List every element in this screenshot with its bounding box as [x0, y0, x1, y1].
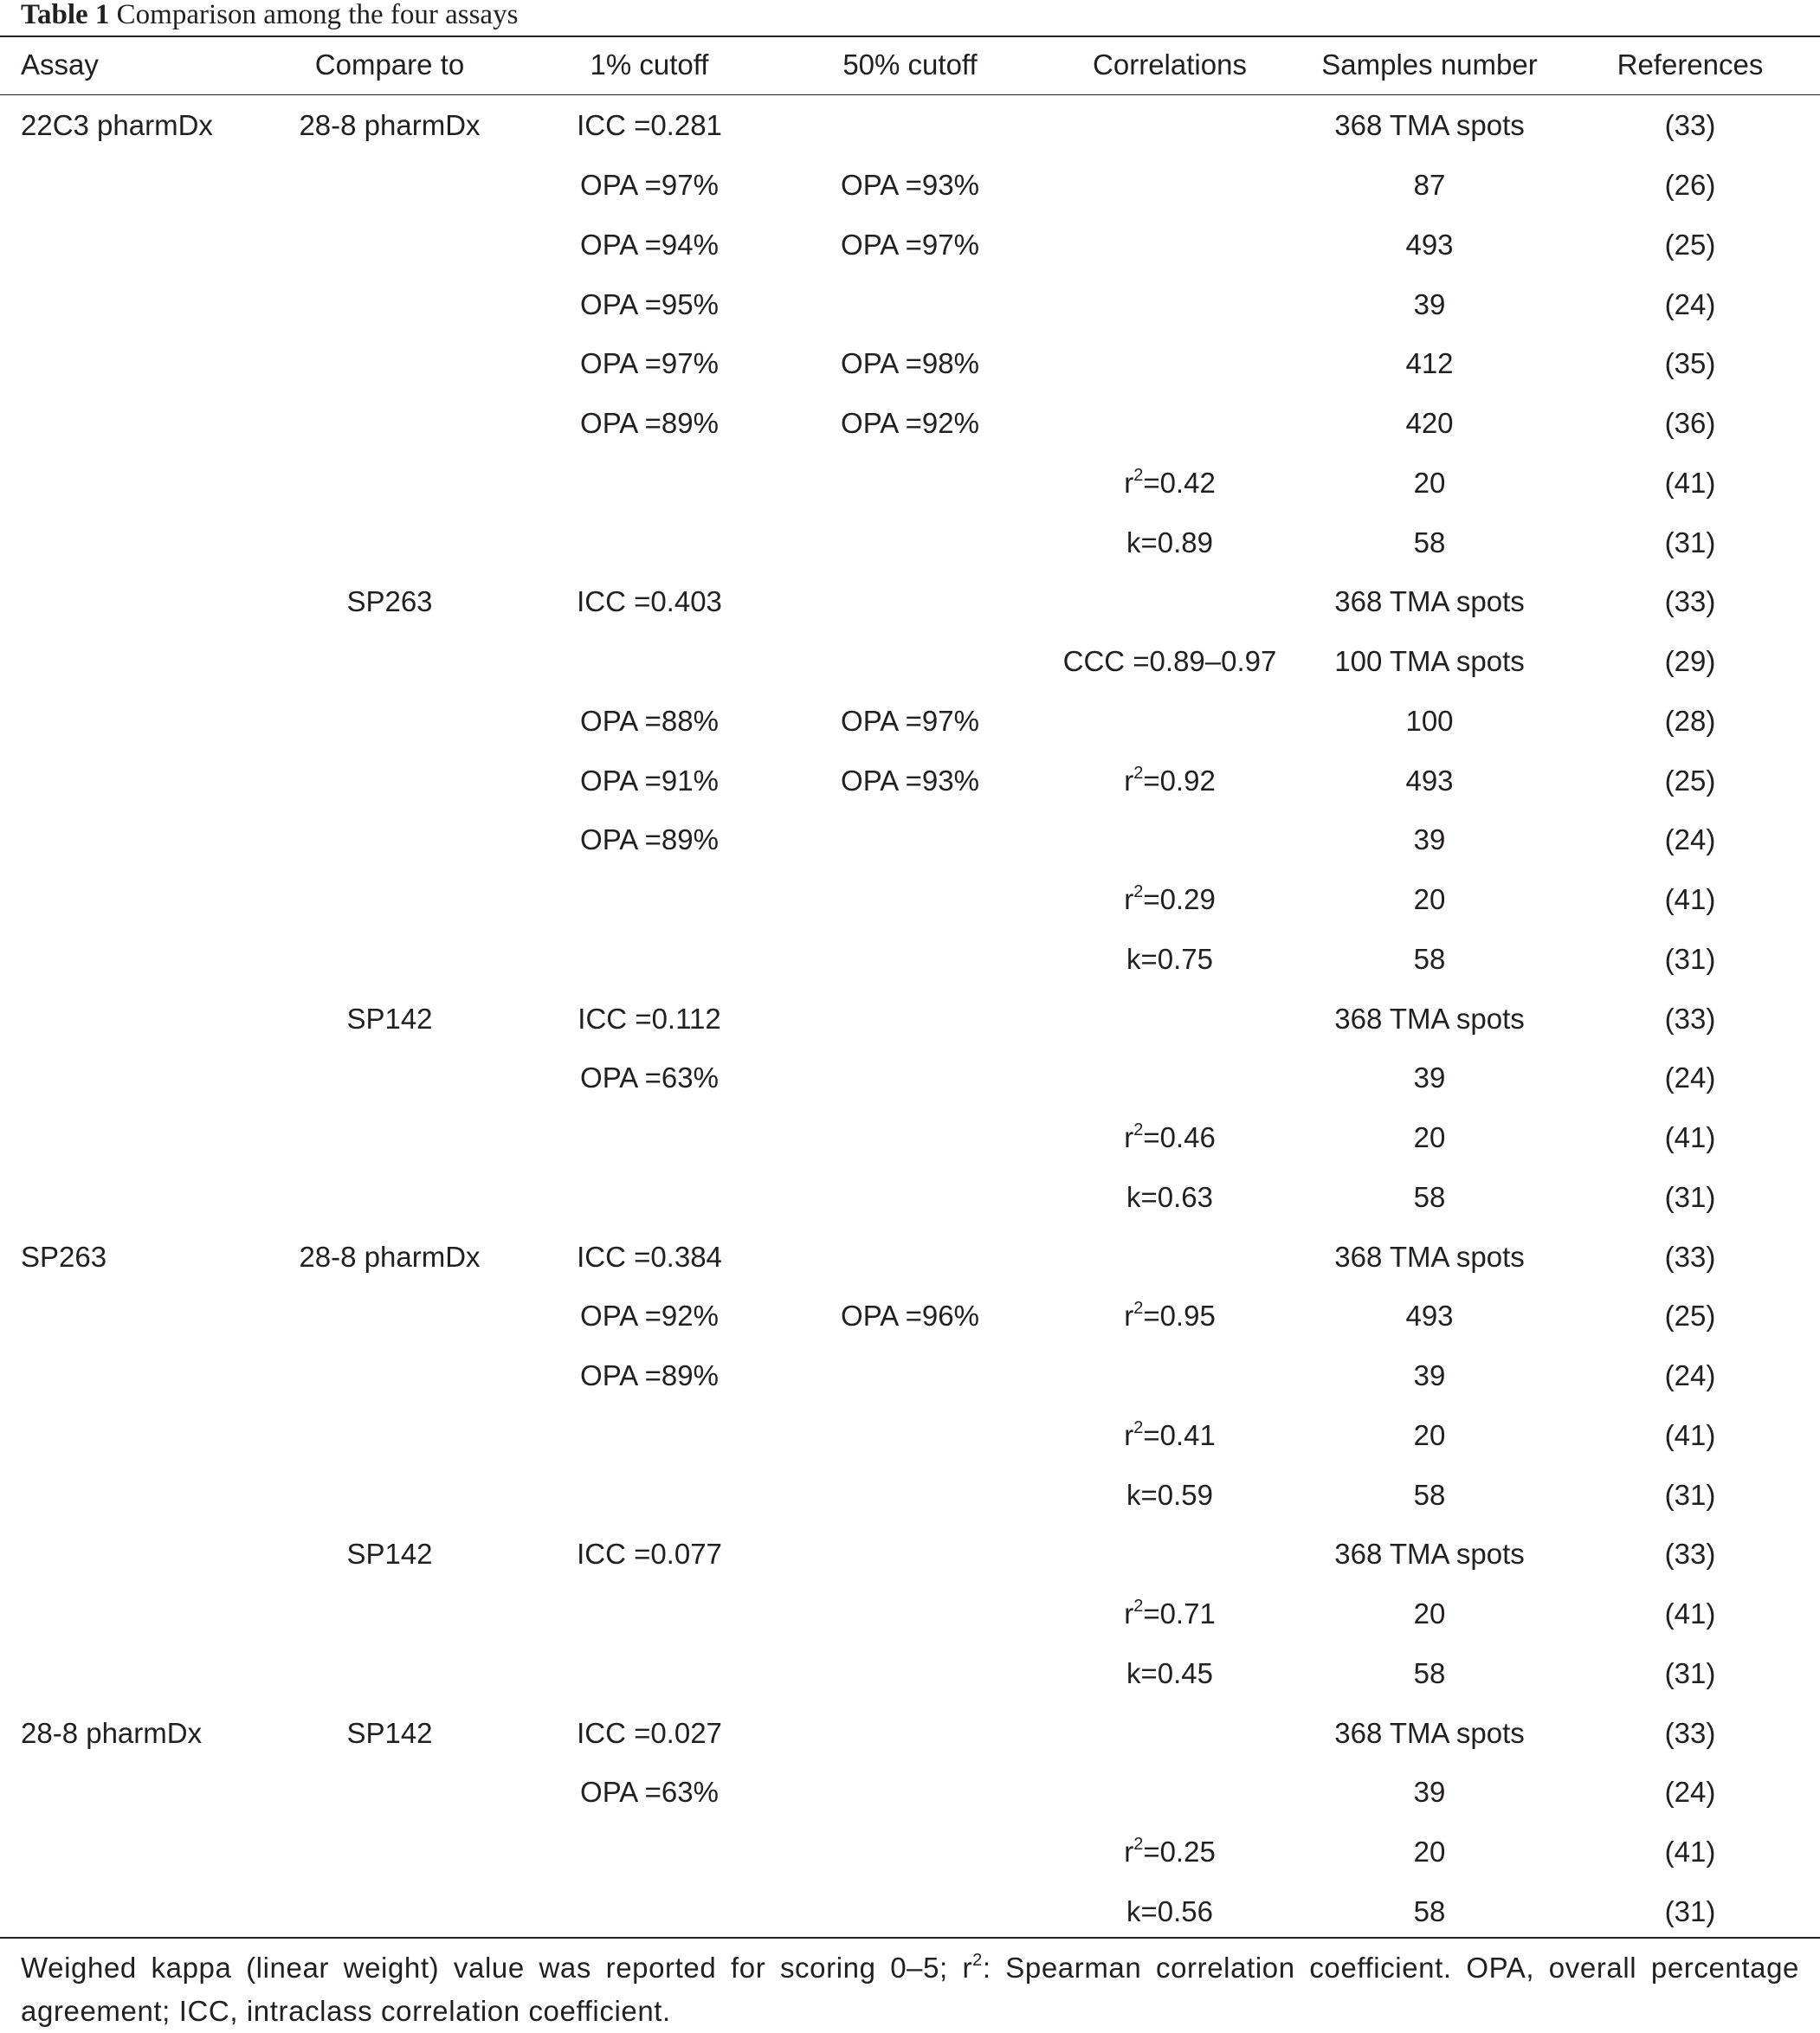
- cell-assay: SP263: [21, 1240, 107, 1273]
- cell-correlation: $r^2=0.42$: [1124, 465, 1216, 499]
- cell-1pct-cutoff: OPA =97%: [580, 169, 719, 202]
- cell-samples-number: 368 TMA spots: [1334, 1240, 1525, 1273]
- cell-1pct-cutoff: [520, 1168, 779, 1228]
- cell-compare-to: [260, 692, 520, 752]
- cell-1pct-cutoff: OPA =63%: [580, 1062, 719, 1094]
- cell-compare-to: [260, 454, 520, 513]
- cell-compare-to: [260, 274, 520, 334]
- table-footnote: Weighed kappa (linear weight) value was reported for scoring 0–5; $r^2$: Spearman correlation coefficient. OPA, overall percentage agreement; ICC, intraclass correlation coefficient.: [21, 1951, 1800, 2027]
- cell-samples-number: 39: [1413, 1062, 1446, 1094]
- cell-1pct-cutoff: ICC =0.077: [577, 1538, 722, 1571]
- cell-samples-number: 368 TMA spots: [1334, 109, 1525, 142]
- cell-1pct-cutoff: OPA =92%: [580, 1300, 719, 1333]
- cell-correlation: [1041, 692, 1299, 752]
- cell-1pct-cutoff: OPA =89%: [580, 823, 719, 856]
- table-row: [0, 572, 1820, 632]
- cell-reference: (31): [1664, 1478, 1716, 1511]
- cell-50pct-cutoff: [779, 810, 1041, 870]
- cell-assay: [0, 394, 260, 454]
- cell-50pct-cutoff: OPA =96%: [841, 1300, 979, 1333]
- comparison-table: [0, 37, 1820, 1941]
- cell-1pct-cutoff: [520, 1882, 779, 1942]
- cell-samples-number: 368 TMA spots: [1334, 585, 1525, 618]
- cell-compare-to: [260, 632, 520, 692]
- cell-correlation: k=0.45: [1126, 1656, 1213, 1689]
- cell-assay: [0, 1525, 260, 1584]
- cell-samples-number: 39: [1413, 823, 1446, 856]
- cell-50pct-cutoff: [779, 1227, 1041, 1287]
- cell-compare-to: [260, 1108, 520, 1168]
- cell-assay: [0, 1823, 260, 1882]
- cell-50pct-cutoff: [779, 1168, 1041, 1228]
- cell-50pct-cutoff: [779, 1584, 1041, 1644]
- cell-assay: [0, 989, 260, 1049]
- cell-50pct-cutoff: OPA =92%: [841, 407, 979, 440]
- cell-correlation: [1041, 216, 1299, 275]
- cell-assay: [0, 692, 260, 752]
- cell-assay: [0, 1465, 260, 1525]
- cell-assay: [0, 1644, 260, 1704]
- col-header-references: References: [1617, 48, 1764, 81]
- cell-assay: [0, 274, 260, 334]
- cell-samples-number: 368 TMA spots: [1334, 1716, 1525, 1749]
- cell-correlation: CCC =0.89–0.97: [1062, 645, 1277, 678]
- cell-1pct-cutoff: [520, 870, 779, 930]
- cell-compare-to: [260, 216, 520, 275]
- cell-samples-number: 20: [1413, 1121, 1446, 1154]
- cell-assay: [0, 810, 260, 870]
- cell-1pct-cutoff: ICC =0.403: [577, 585, 722, 618]
- cell-samples-number: 20: [1413, 1836, 1446, 1868]
- table-body: [0, 93, 1820, 1941]
- cell-assay: [0, 1882, 260, 1942]
- cell-reference: (41): [1664, 1121, 1716, 1154]
- cell-50pct-cutoff: [779, 1823, 1041, 1882]
- table-row: [0, 1168, 1820, 1228]
- cell-reference: (31): [1664, 942, 1716, 975]
- cell-compare-to: [260, 751, 520, 810]
- cell-compare-to: [260, 1584, 520, 1644]
- cell-samples-number: 20: [1413, 883, 1446, 916]
- cell-samples-number: 20: [1413, 466, 1446, 499]
- cell-samples-number: 368 TMA spots: [1334, 1538, 1525, 1571]
- cell-reference: (33): [1664, 1538, 1716, 1571]
- cell-reference: (41): [1664, 1418, 1716, 1451]
- cell-assay: [0, 156, 260, 216]
- cell-correlation: [1041, 572, 1299, 632]
- table-row: [0, 1465, 1820, 1525]
- cell-samples-number: 100: [1405, 704, 1454, 737]
- cell-correlation: k=0.63: [1126, 1180, 1213, 1213]
- cell-1pct-cutoff: OPA =63%: [580, 1776, 719, 1809]
- cell-assay: [0, 1584, 260, 1644]
- cell-reference: (41): [1664, 466, 1716, 499]
- cell-compare-to: [260, 1823, 520, 1882]
- cell-assay: [0, 870, 260, 930]
- cell-samples-number: 58: [1413, 1478, 1446, 1511]
- cell-assay: [0, 930, 260, 990]
- cell-50pct-cutoff: [779, 1703, 1041, 1763]
- cell-samples-number: 39: [1413, 1359, 1446, 1392]
- table-label: Table 1: [21, 0, 110, 30]
- cell-50pct-cutoff: [779, 1108, 1041, 1168]
- cell-compare-to: 28-8 pharmDx: [299, 109, 481, 142]
- table-row: [0, 1227, 1820, 1287]
- cell-1pct-cutoff: [520, 1406, 779, 1466]
- cell-samples-number: 412: [1405, 347, 1454, 380]
- cell-correlation: $r^2=0.29$: [1124, 882, 1216, 916]
- cell-samples-number: 58: [1413, 1656, 1446, 1689]
- cell-1pct-cutoff: [520, 454, 779, 513]
- cell-samples-number: 39: [1413, 287, 1446, 320]
- table-row: [0, 989, 1820, 1049]
- cell-correlation: k=0.89: [1126, 526, 1213, 558]
- col-header-samples-number: Samples number: [1321, 48, 1538, 81]
- cell-correlation: k=0.75: [1126, 942, 1213, 975]
- table-row: [0, 454, 1820, 513]
- cell-correlation: k=0.56: [1126, 1894, 1213, 1927]
- cell-assay: [0, 572, 260, 632]
- cell-assay: [0, 1049, 260, 1108]
- cell-compare-to: [260, 1168, 520, 1228]
- cell-samples-number: 58: [1413, 526, 1446, 558]
- header-row: [0, 37, 1820, 93]
- cell-correlation: $r^2=0.71$: [1124, 1597, 1216, 1630]
- col-header-correlations: Correlations: [1093, 48, 1247, 81]
- cell-50pct-cutoff: [779, 1406, 1041, 1466]
- cell-50pct-cutoff: [779, 1763, 1041, 1823]
- cell-1pct-cutoff: [520, 1644, 779, 1704]
- cell-reference: (41): [1664, 883, 1716, 916]
- table-row: [0, 93, 1820, 156]
- cell-reference: (33): [1664, 1002, 1716, 1035]
- cell-50pct-cutoff: [779, 1465, 1041, 1525]
- cell-1pct-cutoff: OPA =94%: [580, 228, 719, 261]
- col-header-compare-to: Compare to: [314, 48, 465, 81]
- cell-correlation: k=0.59: [1126, 1478, 1213, 1511]
- table-row: [0, 870, 1820, 930]
- cell-compare-to: [260, 870, 520, 930]
- table-row: [0, 274, 1820, 334]
- cell-50pct-cutoff: [779, 930, 1041, 990]
- cell-compare-to: [260, 930, 520, 990]
- table-row: [0, 1406, 1820, 1466]
- cell-reference: (31): [1664, 1894, 1716, 1927]
- table-row: [0, 156, 1820, 216]
- cell-compare-to: 28-8 pharmDx: [299, 1240, 481, 1273]
- table-row: [0, 394, 1820, 454]
- table-row: [0, 692, 1820, 752]
- cell-correlation: [1041, 156, 1299, 216]
- cell-compare-to: SP142: [346, 1002, 433, 1035]
- cell-reference: (26): [1664, 169, 1716, 202]
- table-row: [0, 1287, 1820, 1346]
- cell-compare-to: SP142: [346, 1538, 433, 1571]
- cell-50pct-cutoff: [779, 513, 1041, 572]
- table-row: [0, 1049, 1820, 1108]
- cell-reference: (41): [1664, 1836, 1716, 1868]
- cell-50pct-cutoff: OPA =93%: [841, 764, 979, 797]
- cell-1pct-cutoff: [520, 930, 779, 990]
- cell-reference: (24): [1664, 1359, 1716, 1392]
- cell-50pct-cutoff: [779, 1049, 1041, 1108]
- table-title: Comparison among the four assays: [116, 0, 519, 30]
- cell-reference: (24): [1664, 823, 1716, 856]
- cell-reference: (33): [1664, 585, 1716, 618]
- table-row: [0, 1763, 1820, 1823]
- cell-correlation: [1041, 334, 1299, 394]
- table-row: [0, 1882, 1820, 1942]
- cell-50pct-cutoff: [779, 1644, 1041, 1704]
- cell-50pct-cutoff: [779, 870, 1041, 930]
- cell-assay: [0, 216, 260, 275]
- table-row: [0, 1584, 1820, 1644]
- cell-reference: (36): [1664, 407, 1716, 440]
- cell-compare-to: [260, 513, 520, 572]
- cell-50pct-cutoff: [779, 1882, 1041, 1942]
- cell-samples-number: 87: [1413, 169, 1446, 202]
- table-caption: [21, 0, 518, 33]
- cell-compare-to: [260, 156, 520, 216]
- cell-correlation: [1041, 989, 1299, 1049]
- cell-assay: [0, 1108, 260, 1168]
- cell-compare-to: [260, 1763, 520, 1823]
- cell-samples-number: 368 TMA spots: [1334, 1002, 1525, 1035]
- col-header-1pct-cutoff: 1% cutoff: [590, 48, 709, 81]
- cell-correlation: [1041, 1525, 1299, 1584]
- cell-reference: (29): [1664, 645, 1716, 678]
- cell-compare-to: [260, 1465, 520, 1525]
- cell-correlation: [1041, 1049, 1299, 1108]
- cell-1pct-cutoff: [520, 632, 779, 692]
- cell-assay: [0, 1168, 260, 1228]
- cell-assay: [0, 1346, 260, 1406]
- table-row: [0, 930, 1820, 990]
- cell-1pct-cutoff: [520, 1823, 779, 1882]
- cell-assay: [0, 334, 260, 394]
- cell-compare-to: [260, 1287, 520, 1346]
- cell-reference: (35): [1664, 347, 1716, 380]
- table-row: [0, 1108, 1820, 1168]
- cell-samples-number: 493: [1405, 1300, 1454, 1333]
- cell-assay: [0, 751, 260, 810]
- cell-correlation: [1041, 810, 1299, 870]
- cell-reference: (25): [1664, 764, 1716, 797]
- cell-50pct-cutoff: OPA =98%: [841, 347, 979, 380]
- cell-50pct-cutoff: [779, 93, 1041, 156]
- cell-50pct-cutoff: [779, 1525, 1041, 1584]
- cell-1pct-cutoff: [520, 1465, 779, 1525]
- table-row: [0, 751, 1820, 810]
- cell-compare-to: [260, 1644, 520, 1704]
- cell-samples-number: 100 TMA spots: [1334, 645, 1525, 678]
- cell-50pct-cutoff: OPA =97%: [841, 228, 979, 261]
- cell-correlation: [1041, 1227, 1299, 1287]
- cell-assay: [0, 1406, 260, 1466]
- cell-samples-number: 58: [1413, 1894, 1446, 1927]
- cell-1pct-cutoff: ICC =0.281: [577, 109, 722, 142]
- table-row: [0, 1703, 1820, 1763]
- cell-samples-number: 420: [1405, 407, 1454, 440]
- cell-1pct-cutoff: OPA =89%: [580, 1359, 719, 1392]
- cell-reference: (33): [1664, 1716, 1716, 1749]
- cell-reference: (28): [1664, 704, 1716, 737]
- cell-reference: (31): [1664, 526, 1716, 558]
- cell-compare-to: [260, 1406, 520, 1466]
- cell-samples-number: 493: [1405, 764, 1454, 797]
- cell-compare-to: [260, 810, 520, 870]
- cell-assay: [0, 1763, 260, 1823]
- cell-assay: 28-8 pharmDx: [21, 1716, 203, 1749]
- cell-50pct-cutoff: OPA =93%: [841, 169, 979, 202]
- cell-samples-number: 58: [1413, 1180, 1446, 1213]
- cell-reference: (25): [1664, 228, 1716, 261]
- cell-compare-to: [260, 1049, 520, 1108]
- cell-1pct-cutoff: ICC =0.112: [578, 1002, 721, 1035]
- cell-correlation: $r^2=0.41$: [1124, 1417, 1216, 1451]
- cell-50pct-cutoff: [779, 274, 1041, 334]
- cell-1pct-cutoff: OPA =88%: [580, 704, 719, 737]
- cell-1pct-cutoff: [520, 1584, 779, 1644]
- cell-1pct-cutoff: OPA =91%: [580, 764, 719, 797]
- cell-reference: (33): [1664, 1240, 1716, 1273]
- cell-correlation: [1041, 1763, 1299, 1823]
- cell-1pct-cutoff: OPA =97%: [580, 347, 719, 380]
- table-row: [0, 1525, 1820, 1584]
- cell-samples-number: 20: [1413, 1597, 1446, 1630]
- cell-compare-to: SP263: [346, 585, 433, 618]
- cell-50pct-cutoff: [779, 454, 1041, 513]
- cell-reference: (33): [1664, 109, 1716, 142]
- col-header-assay: Assay: [21, 48, 99, 81]
- table-row: [0, 334, 1820, 394]
- cell-correlation: $r^2=0.25$: [1124, 1835, 1216, 1868]
- cell-assay: [0, 454, 260, 513]
- cell-1pct-cutoff: ICC =0.027: [577, 1716, 722, 1749]
- table-row: [0, 513, 1820, 572]
- cell-assay: 22C3 pharmDx: [21, 109, 213, 142]
- cell-1pct-cutoff: [520, 1108, 779, 1168]
- table-row: [0, 1823, 1820, 1882]
- cell-1pct-cutoff: OPA =89%: [580, 407, 719, 440]
- cell-reference: (41): [1664, 1597, 1716, 1630]
- cell-1pct-cutoff: ICC =0.384: [577, 1240, 722, 1273]
- col-header-50pct-cutoff: 50% cutoff: [842, 48, 978, 81]
- table-row: [0, 1644, 1820, 1704]
- cell-50pct-cutoff: [779, 1346, 1041, 1406]
- cell-correlation: [1041, 394, 1299, 454]
- cell-correlation: $r^2=0.46$: [1124, 1120, 1216, 1154]
- cell-50pct-cutoff: OPA =97%: [841, 704, 979, 737]
- cell-reference: (24): [1664, 1776, 1716, 1809]
- cell-compare-to: [260, 1882, 520, 1942]
- cell-reference: (31): [1664, 1180, 1716, 1213]
- cell-1pct-cutoff: OPA =95%: [580, 287, 719, 320]
- cell-correlation: [1041, 1346, 1299, 1406]
- cell-1pct-cutoff: [520, 513, 779, 572]
- cell-correlation: $r^2=0.92$: [1124, 763, 1216, 797]
- cell-50pct-cutoff: [779, 632, 1041, 692]
- cell-reference: (25): [1664, 1300, 1716, 1333]
- table-row: [0, 632, 1820, 692]
- cell-correlation: [1041, 1703, 1299, 1763]
- table-row: [0, 216, 1820, 275]
- cell-samples-number: 493: [1405, 228, 1454, 261]
- cell-correlation: $r^2=0.95$: [1124, 1299, 1216, 1333]
- cell-samples-number: 39: [1413, 1776, 1446, 1809]
- cell-samples-number: 58: [1413, 942, 1446, 975]
- cell-compare-to: [260, 1346, 520, 1406]
- cell-assay: [0, 632, 260, 692]
- cell-reference: (31): [1664, 1656, 1716, 1689]
- cell-assay: [0, 513, 260, 572]
- cell-correlation: [1041, 93, 1299, 156]
- cell-compare-to: SP142: [346, 1716, 433, 1749]
- cell-50pct-cutoff: [779, 989, 1041, 1049]
- cell-reference: (24): [1664, 287, 1716, 320]
- cell-correlation: [1041, 274, 1299, 334]
- cell-compare-to: [260, 394, 520, 454]
- cell-assay: [0, 1287, 260, 1346]
- cell-reference: (24): [1664, 1062, 1716, 1094]
- cell-compare-to: [260, 334, 520, 394]
- cell-samples-number: 20: [1413, 1418, 1446, 1451]
- table-row: [0, 1346, 1820, 1406]
- table-row: [0, 810, 1820, 870]
- cell-50pct-cutoff: [779, 572, 1041, 632]
